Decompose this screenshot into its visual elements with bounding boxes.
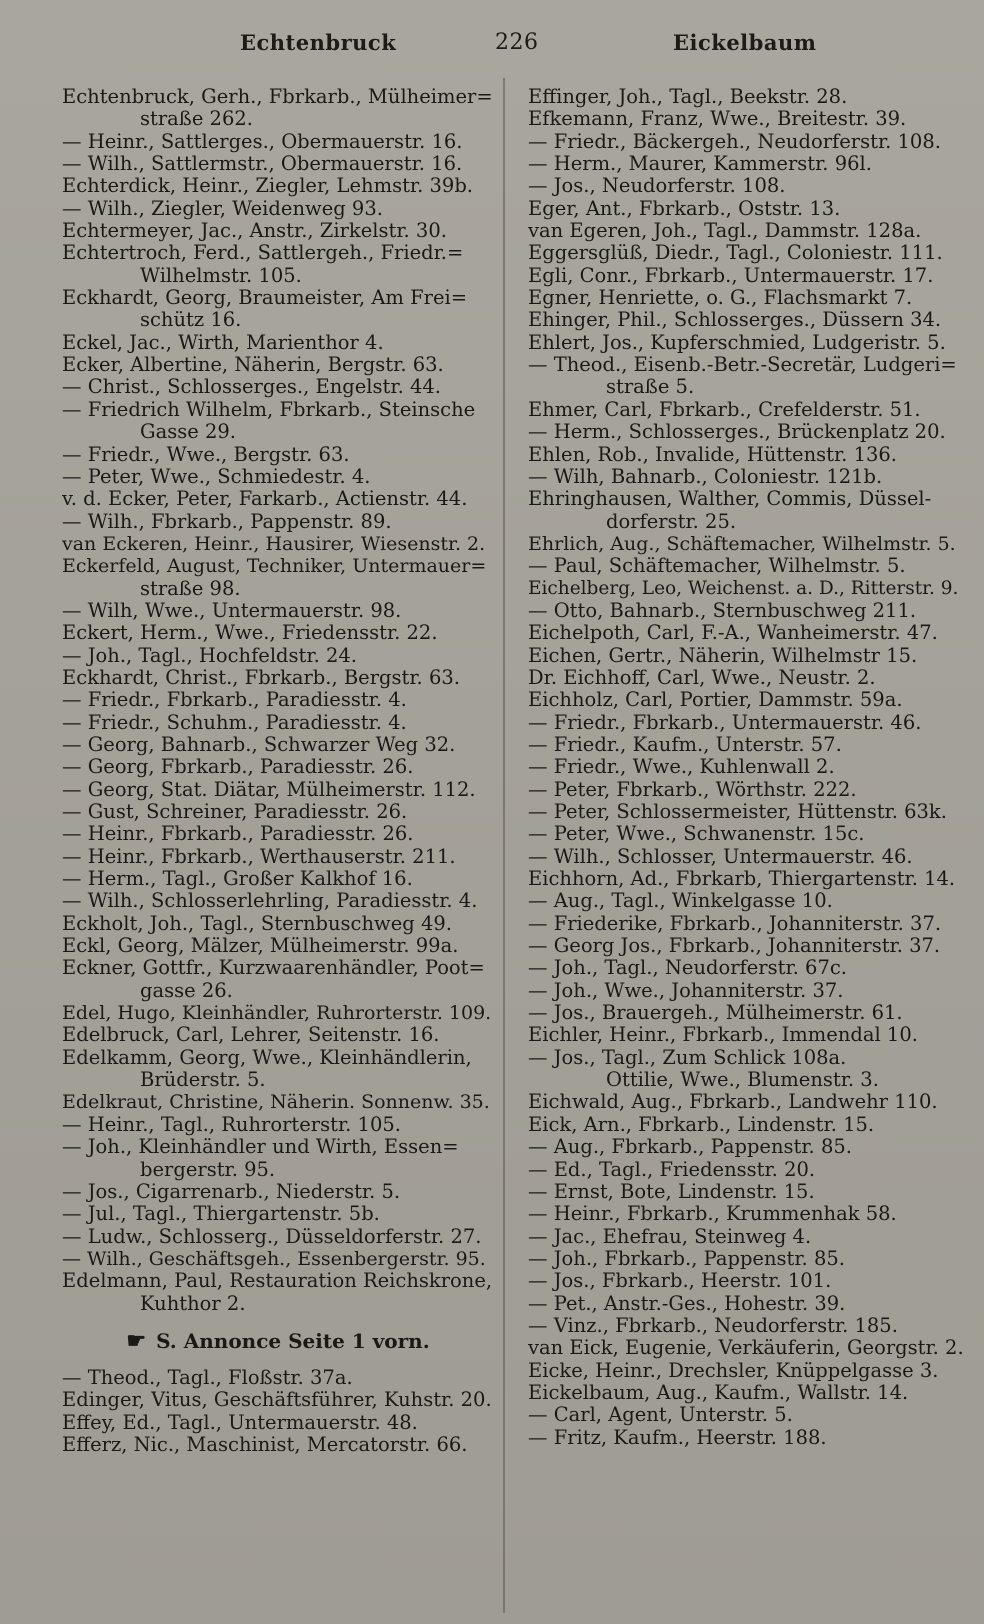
directory-entry-line: Wilhelmstr. 105. (140, 264, 302, 287)
left-column (62, 86, 494, 1456)
directory-entry-line: straße 5. (606, 376, 695, 399)
directory-entry-line: Ehlen, Rob., Invalide, Hüttenstr. 136. (528, 443, 897, 466)
directory-entry-line: — Jos., Fbrkarb., Heerstr. 101. (528, 1270, 832, 1293)
directory-entry-line: Edelkamm, Georg, Wwe., Kleinhändlerin, (62, 1046, 472, 1069)
directory-entry-line: — Joh., Fbrkarb., Pappenstr. 85. (528, 1247, 845, 1270)
directory-entry-line: — Friedr., Schuhm., Paradiesstr. 4. (62, 711, 407, 734)
directory-entry-line: Egner, Henriette, o. G., Flachsmarkt 7. (528, 287, 913, 310)
directory-entry-line: dorferstr. 25. (606, 510, 737, 533)
directory-entry-line: Effey, Ed., Tagl., Untermauerstr. 48. (62, 1411, 418, 1434)
directory-entry-line: — Theod., Tagl., Floßstr. 37a. (62, 1366, 353, 1389)
directory-entry-line: — Georg, Fbrkarb., Paradiesstr. 26. (62, 756, 414, 779)
directory-entry-line: — Wilh., Schlosserlehrling, Paradiesstr. 4. (62, 890, 478, 913)
directory-entry-line: schütz 16. (140, 309, 242, 332)
directory-entry-line: — Wilh., Sattlermstr., Obermauerstr. 16. (62, 153, 463, 176)
directory-entry-line: — Pet., Anstr.-Ges., Hohestr. 39. (528, 1292, 846, 1315)
directory-entry-line: gasse 26. (140, 979, 233, 1002)
directory-entry-line: Eckl, Georg, Mälzer, Mülheimerstr. 99a. (62, 935, 459, 958)
directory-entry-line: — Heinr., Fbrkarb., Krummenhak 58. (528, 1203, 897, 1226)
annonce-notice (62, 1315, 494, 1367)
directory-entry-line: — Peter, Wwe., Schwanenstr. 15c. (528, 823, 865, 846)
directory-entry-line: — Friedr., Wwe., Bergstr. 63. (62, 443, 350, 466)
directory-entry-line: Ehlert, Jos., Kupferschmied, Ludgeristr. 5. (528, 331, 946, 354)
directory-entry-line: Eichen, Gertr., Näherin, Wilhelmstr 15. (528, 644, 918, 667)
directory-entry-line: — Joh., Tagl., Neudorferstr. 67c. (528, 957, 847, 980)
directory-entry-line: — Wilh., Geschäftsgeh., Essenbergerstr. 95. (62, 1247, 486, 1270)
directory-entry-line: Edelmann, Paul, Restauration Reichskrone, (62, 1270, 493, 1293)
directory-entry-line: bergerstr. 95. (140, 1158, 276, 1181)
directory-entry-line: Eichhorn, Ad., Fbrkarb, Thiergartenstr. 14. (528, 868, 956, 891)
directory-entry-line: — Georg Jos., Fbrkarb., Johanniterstr. 37. (528, 935, 941, 958)
directory-entry-line: — Jos., Brauergeh., Mülheimerstr. 61. (528, 1002, 903, 1025)
header-right-keyword: Eickelbaum (673, 30, 817, 55)
directory-entry-line: Edelbruck, Carl, Lehrer, Seitenstr. 16. (62, 1024, 440, 1047)
directory-entry-line: — Jos., Neudorferstr. 108. (528, 175, 786, 198)
directory-entry-line: — Gust, Schreiner, Paradiesstr. 26. (62, 801, 408, 823)
directory-entry-line: Brüderstr. 5. (140, 1069, 266, 1092)
header-left-keyword: Echtenbruck (240, 30, 397, 55)
directory-entry-line: straße 98. (140, 577, 241, 600)
directory-entry-line: — Theod., Eisenb.-Betr.-Secretär, Ludgeri= (528, 354, 957, 377)
directory-entry-line: — Ludw., Schlosserg., Düsseldorferstr. 27. (62, 1225, 482, 1248)
left-entries-tail (62, 1367, 494, 1456)
directory-entry-line: — Peter, Wwe., Schmiedestr. 4. (62, 465, 371, 488)
directory-entry-line: — Heinr., Fbrkarb., Werthauserstr. 211. (62, 845, 456, 868)
directory-entry-line: Edel, Hugo, Kleinhändler, Ruhrorterstr. 109. (62, 1002, 492, 1025)
directory-entry-line: — Carl, Agent, Unterstr. 5. (528, 1404, 793, 1427)
directory-entry-line: — Heinr., Fbrkarb., Paradiesstr. 26. (62, 823, 414, 846)
directory-entry-line: — Vinz., Fbrkarb., Neudorferstr. 185. (528, 1314, 898, 1337)
directory-entry-line: — Friedr., Fbrkarb., Untermauerstr. 46. (528, 711, 922, 734)
directory-entry-line: van Eckeren, Heinr., Hausirer, Wiesenstr. 2. (62, 532, 486, 555)
directory-entry-line: Eichholz, Carl, Portier, Dammstr. 59a. (528, 689, 903, 712)
directory-entry-line: Ehmer, Carl, Fbrkarb., Crefelderstr. 51. (528, 398, 921, 421)
directory-entry-line: Efkemann, Franz, Wwe., Breitestr. 39. (528, 108, 907, 131)
left-entries (62, 86, 494, 1315)
directory-entry-line: — Heinr., Tagl., Ruhrorterstr. 105. (62, 1113, 401, 1136)
right-column (528, 86, 964, 1449)
directory-entry-line: van Egeren, Joh., Tagl., Dammstr. 128a. (528, 220, 922, 243)
directory-entry-line: — Wilh., Ziegler, Weidenweg 93. (62, 197, 383, 220)
directory-entry-line: — Peter, Schlossermeister, Hüttenstr. 63k. (528, 801, 947, 823)
directory-entry-line: Kuhthor 2. (140, 1292, 246, 1315)
directory-entry-line: Eckel, Jac., Wirth, Marienthor 4. (62, 331, 384, 354)
directory-entry-line: — Friedr., Bäckergeh., Neudorferstr. 108. (528, 130, 941, 153)
directory-entry-line: Ecker, Albertine, Näherin, Bergstr. 63. (62, 354, 444, 377)
directory-entry-line: — Herm., Maurer, Kammerstr. 96l. (528, 153, 872, 176)
directory-entry-line: — Jos., Tagl., Zum Schlick 108a. (528, 1046, 847, 1069)
directory-entry-line: Echtertroch, Ferd., Sattlergeh., Friedr.= (62, 242, 464, 265)
directory-entry-line: — Wilh., Fbrkarb., Pappenstr. 89. (62, 510, 392, 533)
directory-entry-line: — Friedr., Kaufm., Unterstr. 57. (528, 733, 842, 756)
directory-entry-line: Eichelberg, Leo, Weichenst. a. D., Ritterstr. 9. (528, 577, 959, 599)
directory-entry-line: — Wilh., Schlosser, Untermauerstr. 46. (528, 845, 913, 868)
page-header (0, 30, 984, 70)
directory-entry-line: — Joh., Wwe., Johanniterstr. 37. (528, 979, 844, 1002)
directory-entry-line: Edinger, Vitus, Geschäftsführer, Kuhstr. 20. (62, 1389, 492, 1412)
directory-entry-line: — Ed., Tagl., Friedensstr. 20. (528, 1158, 816, 1181)
directory-entry-line: — Joh., Tagl., Hochfeldstr. 24. (62, 644, 357, 667)
directory-entry-line: — Friedr., Fbrkarb., Paradiesstr. 4. (62, 689, 407, 712)
directory-entry-line: — Friedr., Wwe., Kuhlenwall 2. (528, 756, 835, 779)
directory-entry-line: Edelkraut, Christine, Näherin. Sonnenw. 35. (62, 1091, 490, 1114)
directory-entry-line: Ehrlich, Aug., Schäftemacher, Wilhelmstr. 5. (528, 532, 956, 555)
directory-entry-line: — Ernst, Bote, Lindenstr. 15. (528, 1180, 815, 1203)
directory-entry-line: — Aug., Fbrkarb., Pappenstr. 85. (528, 1136, 852, 1159)
directory-entry-line: Eckert, Herm., Wwe., Friedensstr. 22. (62, 622, 438, 645)
directory-entry-line: Echterdick, Heinr., Ziegler, Lehmstr. 39b. (62, 175, 473, 198)
directory-entry-line: Eickelbaum, Aug., Kaufm., Wallstr. 14. (528, 1381, 909, 1404)
directory-entry-line: — Peter, Fbrkarb., Wörthstr. 222. (528, 778, 857, 801)
directory-entry-line: — Georg, Bahnarb., Schwarzer Weg 32. (62, 733, 456, 756)
right-entries (528, 86, 964, 1449)
directory-entry-line: — Jul., Tagl., Thiergartenstr. 5b. (62, 1203, 380, 1226)
directory-entry-line: van Eick, Eugenie, Verkäuferin, Georgstr. 2. (528, 1337, 964, 1360)
directory-entry-line: Eichler, Heinr., Fbrkarb., Immendal 10. (528, 1024, 918, 1047)
directory-entry-line: Ottilie, Wwe., Blumenstr. 3. (606, 1069, 879, 1092)
directory-entry-line: Gasse 29. (140, 421, 236, 444)
directory-entry-line: straße 262. (140, 108, 253, 131)
directory-entry-line: — Georg, Stat. Diätar, Mülheimerstr. 112. (62, 778, 476, 801)
directory-entry-line: — Friedrich Wilhelm, Fbrkarb., Steinsche (62, 398, 476, 421)
directory-entry-line: Eckholt, Joh., Tagl., Sternbuschweg 49. (62, 912, 452, 935)
directory-entry-line: Dr. Eichhoff, Carl, Wwe., Neustr. 2. (528, 666, 876, 689)
directory-entry-line: Ehringhausen, Walther, Commis, Düssel- (528, 488, 932, 511)
directory-entry-line: Eichwald, Aug., Fbrkarb., Landwehr 110. (528, 1091, 938, 1114)
page-number: 226 (495, 30, 539, 55)
directory-entry-line: Eckhardt, Christ., Fbrkarb., Bergstr. 63. (62, 666, 460, 689)
directory-entry-line: Echtermeyer, Jac., Anstr., Zirkelstr. 30. (62, 220, 447, 243)
directory-entry-line: Eggersglüß, Diedr., Tagl., Coloniestr. 111. (528, 242, 943, 265)
directory-entry-line: Ehinger, Phil., Schlosserges., Düssern 34. (528, 309, 942, 332)
directory-entry-line: Echtenbruck, Gerh., Fbrkarb., Mülheimer= (62, 86, 493, 108)
directory-entry-line: Eicke, Heinr., Drechsler, Knüppelgasse 3. (528, 1359, 939, 1382)
directory-entry-line: Eichelpoth, Carl, F.-A., Wanheimerstr. 47. (528, 622, 938, 645)
annonce-text: S. Annonce Seite 1 vorn. (156, 1328, 430, 1353)
directory-entry-line: Eckerfeld, August, Techniker, Untermauer= (62, 555, 487, 578)
directory-entry-line: — Christ., Schlosserges., Engelstr. 44. (62, 376, 441, 399)
directory-entry-line: — Fritz, Kaufm., Heerstr. 188. (528, 1426, 827, 1449)
directory-entry-line: Eckner, Gottfr., Kurzwaarenhändler, Poot= (62, 957, 485, 980)
directory-entry-line: Effinger, Joh., Tagl., Beekstr. 28. (528, 86, 848, 108)
directory-entry-line: — Joh., Kleinhändler und Wirth, Essen= (62, 1136, 459, 1159)
directory-entry-line: — Wilh, Bahnarb., Coloniestr. 121b. (528, 465, 883, 488)
directory-entry-line: — Jos., Cigarrenarb., Niederstr. 5. (62, 1180, 401, 1203)
directory-entry-line: — Herm., Schlosserges., Brückenplatz 20. (528, 421, 946, 444)
directory-entry-line: Egli, Conr., Fbrkarb., Untermauerstr. 17. (528, 264, 934, 287)
directory-entry-line: v. d. Ecker, Peter, Farkarb., Actienstr. 44. (62, 488, 468, 511)
directory-entry-line: — Heinr., Sattlerges., Obermauerstr. 16. (62, 130, 463, 153)
column-divider (503, 78, 505, 1613)
directory-entry-line: — Otto, Bahnarb., Sternbuschweg 211. (528, 599, 917, 622)
directory-entry-line: — Jac., Ehefrau, Steinweg 4. (528, 1225, 812, 1248)
directory-entry-line: — Herm., Tagl., Großer Kalkhof 16. (62, 868, 413, 891)
directory-entry-line: Eger, Ant., Fbrkarb., Oststr. 13. (528, 197, 841, 220)
directory-entry-line: Eckhardt, Georg, Braumeister, Am Frei= (62, 287, 468, 310)
directory-entry-line: Efferz, Nic., Maschinist, Mercatorstr. 66. (62, 1433, 468, 1456)
directory-entry-line: — Aug., Tagl., Winkelgasse 10. (528, 890, 833, 913)
directory-entry-line: — Wilh, Wwe., Untermauerstr. 98. (62, 599, 402, 622)
directory-entry-line: — Friederike, Fbrkarb., Johanniterstr. 37. (528, 912, 942, 935)
pointing-hand-icon: ☛ (126, 1327, 147, 1354)
directory-entry-line: — Paul, Schäftemacher, Wilhelmstr. 5. (528, 555, 906, 578)
directory-entry-line: Eick, Arn., Fbrkarb., Lindenstr. 15. (528, 1113, 875, 1136)
